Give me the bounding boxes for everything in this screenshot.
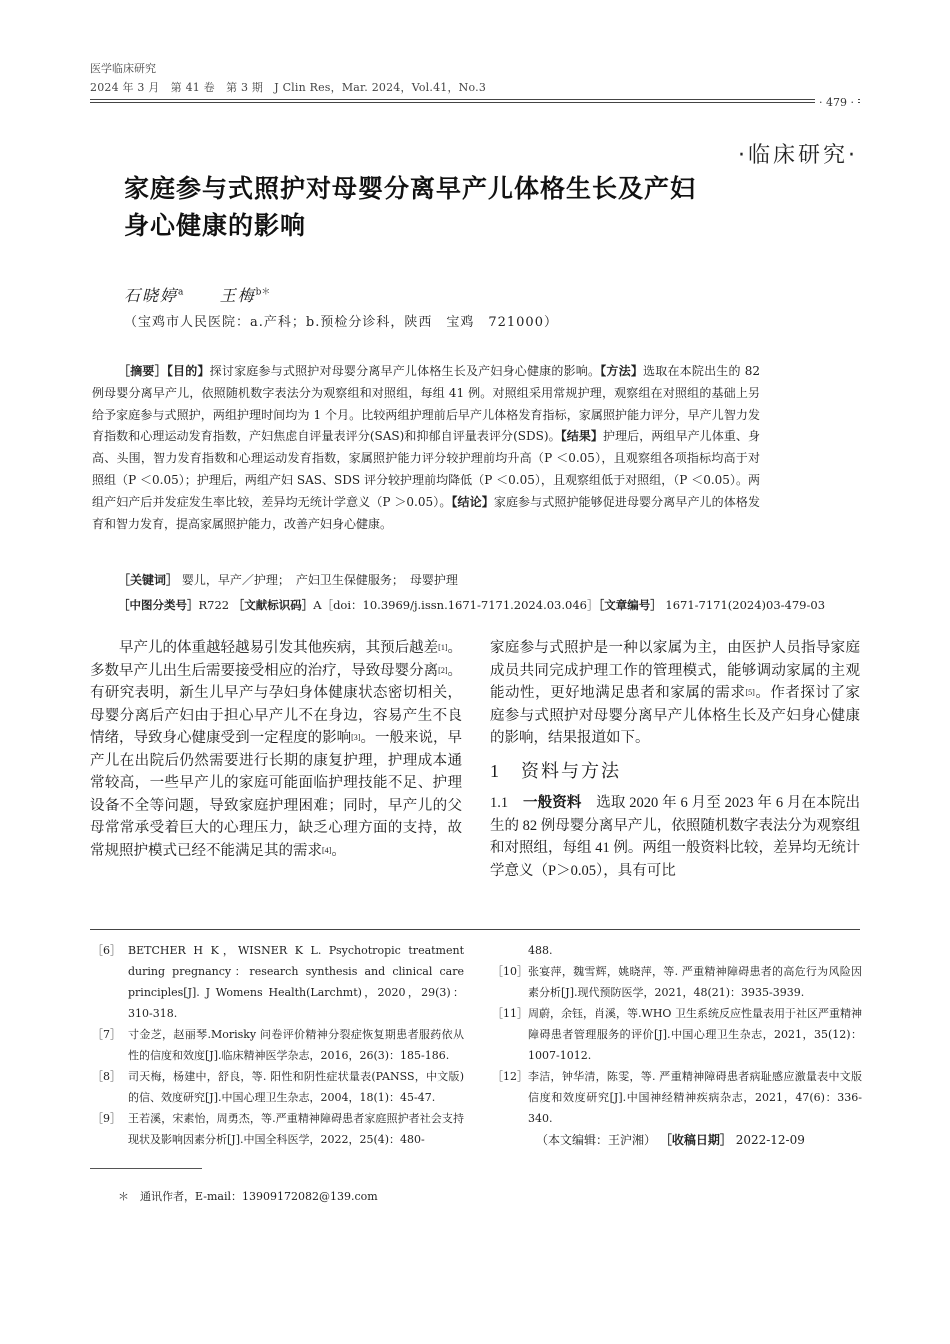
author-name: 石晓婷: [124, 286, 179, 305]
abstract-label: ［摘要］: [118, 364, 167, 378]
reference-item: [92, 1024, 464, 1066]
corresponding-author-footnote: ＊ 通讯作者，E-mail：13909172082@139.com: [118, 1190, 378, 1203]
author-mark: a: [178, 287, 184, 298]
reference-item: [92, 940, 464, 1024]
title-line-1: 家庭参与式照护对母婴分离早产儿体格生长及产妇: [124, 174, 697, 203]
results-tag: 【结果】: [560, 429, 604, 444]
classification-line: [118, 597, 825, 613]
citation[interactable]: [2]: [438, 665, 448, 675]
reference-text: 司天梅，杨建中，舒良，等. 阳性和阴性症状量表(PANSS，中文版)的信、效度研究[J].中国心理卫生杂志，2004，18(1)：45-47.: [128, 1070, 464, 1104]
section-label: ·临床研究·: [738, 143, 858, 168]
received-date: 2022-12-09: [735, 1133, 805, 1147]
body-text: 。多数早产儿出生后需要接受相应的治疗，导致母婴分离: [90, 640, 463, 679]
body-right-column: [490, 637, 860, 882]
clc-label: ［中图分类号］: [118, 598, 199, 612]
paragraph: [490, 637, 860, 750]
references-left: [92, 940, 464, 1150]
paragraph: [490, 792, 860, 882]
header-rule: [90, 99, 860, 100]
results-text: 护理后，两组早产儿体重、身高、头围，智力发育指数和心理运动发育指数，家属照护能力评分较护理前均升高（P ＜0.05），且观察组各项指标均高于对照组（P ＜0.05）；护理后，两组产妇 SAS、SDS 评分较护理前均降低（P ＜0.05），且观察组低于对照组，（P ＜0.05）。两组产妇产后并发症发生率比较，差异均无统计学意义（P ＞0.05）。: [92, 429, 760, 509]
clc-value: R722: [198, 598, 230, 612]
citation[interactable]: [5]: [745, 688, 755, 697]
section-heading: 1 资料与方法: [490, 760, 621, 781]
author-mark: b＊: [255, 287, 271, 298]
body-text: 。: [331, 842, 346, 859]
reference-text: 周蔚，余钰，肖溪，等.WHO 卫生系统反应性量表用于社区严重精神障碍患者管理服务的评价[J].中国心理卫生杂志，2021，35(12)：1007-1012.: [528, 1007, 862, 1062]
journal-name: 医学临床研究: [90, 62, 156, 75]
header-rule-double: [90, 102, 860, 103]
reference-number: ［10］: [492, 965, 528, 978]
methods-text: 选取在本院出生的 82 例母婴分离早产儿，依照随机数字表法分为观察组和对照组，每组 41 例。对照组采用常规护理，观察组在对照组的基础上另给予家庭参与式照护，两组护理时间均为 1 个月。比较两组护理前后早产儿体格发育指标，家属照护能力评分，早产儿智力发育指数和心理运动发育指数，产妇焦虑自评量表评分(SAS)和抑郁自评量表评分(SDS)。: [92, 364, 760, 444]
reference-continuation: [492, 940, 862, 961]
reference-text: 李洁，钟华清，陈雯，等. 严重精神障碍患者病耻感应激量表中文版信度和效度研究[J].中国神经精神疾病杂志，2021，47(6)：336-340.: [528, 1070, 862, 1125]
authors: [124, 283, 270, 306]
citation[interactable]: [3]: [351, 733, 361, 742]
citation[interactable]: [4]: [322, 845, 332, 855]
references-right: [492, 940, 862, 1129]
reference-text: 488.: [528, 944, 553, 957]
reference-number: ［6］: [92, 944, 121, 957]
editor-line: [536, 1131, 805, 1148]
methods-tag: 【方法】: [600, 364, 644, 378]
reference-number: ［7］: [92, 1028, 121, 1041]
reference-item: [92, 1066, 464, 1108]
body-text: 。作者探讨了家庭参与式照护对母婴分离早产儿体格生长及产妇身心健康的影响，结果报道如下。: [490, 685, 861, 746]
page-number: · 479 ·: [815, 96, 858, 109]
doc-code-value: A［doi：10.3969/j.issn.1671-7171.2024.03.046］: [313, 598, 599, 612]
body-text: 选取 2020 年 6 月至 2023 年 6 月在本院出生的 82 例母婴分离早产儿，依照随机数字表法分为观察组和对照组，每组 41 例。两组一般资料比较，差异均无统计学意义（P＞0.05），具有可比: [490, 795, 861, 879]
reference-text: 寸金芝，赵丽琴.Morisky 问卷评价精神分裂症恢复期患者服药依从性的信度和效度[J].临床精神医学杂志，2016，26(3)：185-186.: [128, 1028, 464, 1062]
reference-number: ［12］: [492, 1070, 528, 1083]
reference-text: 张宴萍，魏雪辉，姚晓萍，等. 严重精神障碍患者的高危行为风险因素分析[J].现代预防医学，2021，48(21)：3935-3939.: [528, 965, 862, 999]
abstract: [92, 361, 760, 535]
conclusion-tag: 【结论】: [451, 494, 494, 509]
objective-tag: 【目的】: [166, 364, 210, 378]
keywords-text: 婴儿，早产／护理； 产妇卫生保健服务； 母婴护理: [181, 573, 458, 587]
received-label: ［收稿日期］: [659, 1133, 732, 1147]
reference-item: [492, 1066, 862, 1129]
doc-code-label: ［文献标识码］: [232, 598, 314, 612]
reference-item: [492, 961, 862, 1003]
article-title: [124, 170, 824, 244]
body-text: 。有研究表明，新生儿早产与孕妇身体健康状态密切相关，母婴分离后产妇由于担心早产儿不在身边，容易产生不良情绪，导致身心健康受到一定程度的影响: [90, 662, 463, 746]
references-rule: [90, 929, 860, 930]
reference-item: [492, 1003, 862, 1066]
reference-number: ［11］: [492, 1007, 528, 1020]
editor-name: （本文编辑：王沪湘）: [536, 1133, 657, 1147]
article-no-value: 1671-7171(2024)03-479-03: [665, 598, 826, 612]
objective-text: 探讨家庭参与式照护对母婴分离早产儿体格生长及产妇身心健康的影响。: [209, 364, 601, 378]
keywords-label: ［关键词］: [118, 573, 179, 587]
reference-item: [92, 1108, 464, 1150]
body-text: 家庭参与式照护是一种以家属为主，由医护人员指导家庭成员共同完成护理工作的管理模式，能够调动家属的主观能动性，更好地满足患者和家属的需求: [490, 640, 860, 701]
reference-number: ［9］: [92, 1112, 121, 1125]
subsection-title: 一般资料: [522, 795, 582, 811]
issue-line: 2024 年 3 月 第 41 卷 第 3 期 J Clin Res，Mar. 2024，Vol.41，No.3: [90, 81, 487, 94]
reference-number: ［8］: [92, 1070, 121, 1083]
body-left-column: [90, 637, 462, 862]
body-text: 早产儿的体重越轻越易引发其他疾病，其预后越差: [119, 640, 439, 656]
affiliation: （宝鸡市人民医院：a.产科；b.预检分诊科，陕西 宝鸡 721000）: [124, 315, 558, 330]
author-name: 王梅: [219, 286, 256, 305]
subsection-number: 1.1: [490, 795, 509, 811]
keywords: [118, 571, 458, 588]
reference-text: 王若溪，宋素怡，周勇杰，等.严重精神障碍患者家庭照护者社会支持现状及影响因素分析[J].中国全科医学，2022，25(4)：480-: [128, 1112, 464, 1146]
article-no-label: ［文章编号］: [598, 598, 662, 612]
citation[interactable]: [1]: [438, 643, 448, 652]
footnote-rule: [90, 1168, 202, 1169]
body-text: 。一般来说，早产儿在出院后仍然需要进行长期的康复护理，护理成本通常较高，一些早产儿的家庭可能面临护理技能不足、护理设备不全等问题，导致家庭护理困难；同时，早产儿的父母常常承受着巨大的心理压力，缺乏心理方面的支持，故常规照护模式已经不能满足其的需求: [90, 730, 463, 859]
title-line-2: 身心健康的影响: [124, 211, 307, 240]
reference-text: BETCHER H K，WISNER K L. Psychotropic treatment during pregnancy：research synthesis and clinical care principles[J]. J Womens Health(Larchmt)，2020，29(3)：310-318.: [128, 944, 464, 1020]
conclusion-text: 家庭参与式照护能够促进母婴分离早产儿的体格发育和智力发育，提高家属照护能力，改善产妇身心健康。: [92, 494, 760, 531]
